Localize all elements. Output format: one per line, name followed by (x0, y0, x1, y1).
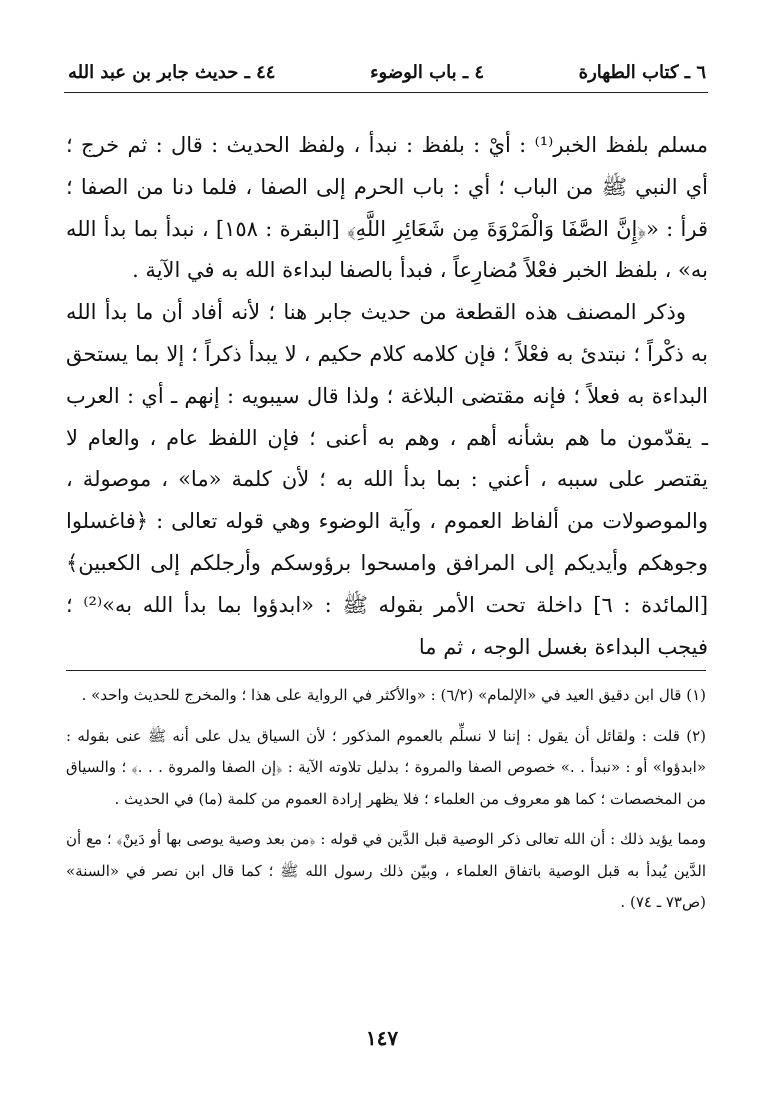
header-divider (64, 92, 708, 93)
footnote-divider (66, 670, 706, 671)
running-header (68, 52, 706, 92)
footnote-1: (١) قال ابن دقيق العيد في «الإلمام» (٦/٢) : «والأكثر في الرواية على هذا ؛ والمخرج للحديث واحد» . (81, 686, 706, 704)
body-paragraph-1: مسلم بلفظ الخبر⁽¹⁾ : أيْ : بلفظ : نبدأ ، ولفظ الحديث : قال : ثم خرج ؛ أي النبي ﷺ من الباب ؛ أي : باب الحرم إلى الصفا ، فلما دنا من الصفا ؛ قرأ : «﴿إِنَّ الصَّفَا وَالْمَرْوَةَ مِن شَعَائِرِ اللَّهِ﴾ [البقرة : ١٥٨] ، نبدأ بما بدأ الله به» ، بلفظ الخبر فعْلاً مُضارِعاً ، فبدأ بالصفا لبداءة الله به في الآية . (66, 133, 708, 283)
footnote-2-continuation: ومما يؤيد ذلك : أن الله تعالى ذكر الوصية قبل الدَّين في قوله : ﴿من بعد وصية يوصى بها أو دَينْ﴾ ؛ مع أن الدَّين يُبدأ به قبل الوصية باتفاق العلماء ، وبيّن ذلك رسول الله ﷺ ؛ كما قال ابن نصر في «السنة» (ص٧٣ ـ ٧٤) . (66, 830, 706, 911)
header-chapter-title: ٤ ـ باب الوضوء (370, 61, 485, 83)
header-book-title: ٦ ـ كتاب الطهارة (578, 61, 706, 83)
footnotes (66, 680, 706, 919)
header-hadith-title: ٤٤ ـ حديث جابر بن عبد الله (68, 61, 276, 83)
footnote-2: (٢) قلت : ولقائل أن يقول : إننا لا نسلِّم بالعموم المذكور ؛ لأن السياق يدل على أنه ﷺ عنى بقوله : «ابدؤوا» أو : «نبدأ . .» خصوص الصفا والمروة ؛ بدليل تلاوته الآية : ﴿إن الصفا والمروة . . .﴾ ؛ والسياق من المخصصات ؛ كما هو معروف من العلماء ؛ فلا يظهر إرادة العموم من كلمة (ما) في الحديث . (66, 726, 706, 808)
body-paragraph-2: وذكر المصنف هذه القطعة من حديث جابر هنا ؛ لأنه أفاد أن ما بدأ الله به ذكْراً ؛ نبتدئ به فعْلاً ؛ فإن كلامه كلام حكيم ، لا يبدأ ذكراً ؛ إلا بما يستحق البداءة به فعلاً ؛ فإنه مقتضى البلاغة ؛ ولذا قال سيبويه : إنهم ـ أي : العرب ـ يقدّمون ما هم بشأنه أهم ، وهم به أعنى ؛ فإن اللفظ عام ، والعام لا يقتصر على سببه ، أعني : بما بدأ الله به ؛ لأن كلمة «ما» ، موصولة ، والموصولات من ألفاظ العموم ، وآية الوضوء وهي قوله تعالى : ﴿فاغسلوا وجوهكم وأيديكم إلى المرافق وامسحوا برؤوسكم وأرجلكم إلى الكعبين﴾ [المائدة : ٦] داخلة تحت الأمر بقوله ﷺ : «ابدؤوا بما بدأ الله به»⁽²⁾ ؛ فيجب البداءة بغسل الوجه ، ثم ما (66, 300, 709, 659)
page-number: ١٤٧ (365, 1026, 399, 1050)
main-text (66, 125, 708, 668)
